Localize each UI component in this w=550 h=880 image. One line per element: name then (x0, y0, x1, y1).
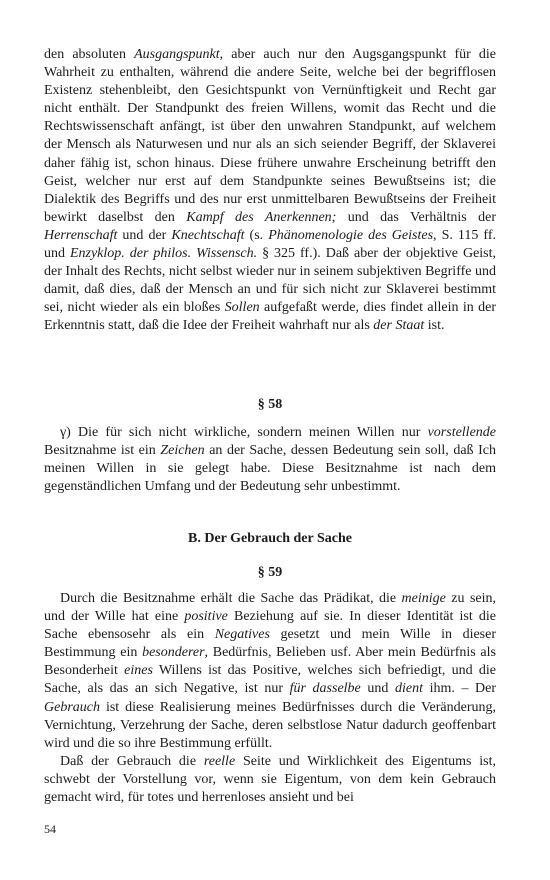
emphasis: Zeichen (160, 443, 205, 459)
section-58-paragraph (44, 424, 496, 496)
page-number: 54 (44, 822, 56, 836)
text-run: , Bedürfnis, Belieben usf. Aber mein Bedürfnis als Besonderheit (44, 645, 496, 679)
emphasis: der Staat (373, 318, 425, 334)
text-run: zu sein, und der Wille hat eine (44, 591, 496, 625)
section-59-paragraph-1 (44, 590, 496, 753)
emphasis: Kampf des Anerkennen; (186, 209, 337, 225)
emphasis: Ausgangspunkt (134, 47, 220, 62)
emphasis: Sollen (224, 300, 260, 316)
text-run: Durch die Besitznahme erhält die Sache das Prädikat, die (60, 591, 402, 606)
text-run: gesetzt und mein Wille in dieser Bestimmung ein (44, 627, 496, 661)
text-run: Besitznahme ist ein (44, 443, 161, 459)
emphasis: besonderer (142, 645, 205, 661)
emphasis: Herrenschaft (44, 227, 118, 243)
part-b-heading: B. Der Gebrauch der Sache (188, 531, 352, 546)
text-run: und das Verhältnis der (336, 209, 496, 225)
emphasis: meinige (401, 591, 446, 606)
emphasis: für dasselbe (289, 681, 361, 697)
section-58-heading: § 58 (257, 397, 283, 412)
emphasis: Gebrauch (44, 699, 100, 715)
text-run: , S. 115 ff. und (44, 227, 496, 262)
emphasis: positive (184, 609, 228, 625)
text-run: an der Sache, dessen Bedeutung sein soll, daß Ich meinen Willen in sie gelegt habe. Diese Besitznahme ist nach dem gegenständlichen Umfang und der Bedeutung sehr unbestimmt. (44, 443, 496, 495)
text-run: § 325 ff.). Daß aber der objektive Geist, der Inhalt des Rechts, nicht selbst wieder nur in seinem subjektiven Begriffe und damit, daß dies, daß der Mensch an und für sich nicht zur Sklaverei bestimmt sei, nicht wieder als ein bloßes (44, 246, 497, 316)
text-run: ihm. – Der (422, 681, 497, 697)
section-59-paragraph-2 (44, 753, 496, 807)
section-59-text (44, 590, 496, 807)
emphasis: Negatives (214, 627, 270, 643)
text-run: γ) Die für sich nicht wirkliche, sondern meinen Willen nur (60, 425, 428, 440)
text-run: den absoluten (44, 47, 135, 62)
emphasis: eines (124, 663, 153, 679)
emphasis: Knechtschaft (171, 227, 245, 243)
text-run: und der (117, 227, 172, 243)
text-run: , aber auch nur den Augsgangspunkt für die Wahrheit zu enthalten, während die andere Seite, welche bei der begrifflosen Existenz stehenbleibt, den Gesichtspunkt von Vernünftigkeit und Recht gar nicht enthält. Der Standpunkt des freien Willens, womit das Recht und die Rechtswissenschaft anfängt, ist über den unwahren Standpunkt, auf welchem der Mensch als Naturwesen und nur als an sich seiender Begriff, der Sklaverei daher fähig ist, schon hinaus. Diese frühere unwahre Erscheinung betrifft den Geist, welcher nur erst auf dem Standpunkte seines Bewußtseins ist; die Dialektik des Begriffs und des nur erst unmittelbaren Bewußtseins der Freiheit bewirkt daselbst den (44, 47, 496, 225)
emphasis: vorstellende (427, 425, 496, 440)
emphasis: reelle (203, 753, 236, 769)
text-run: ist. (424, 318, 445, 334)
text-run: Willens ist das Positive, welches sich befriedigt, und die Sache, als das an sich Negative, ist nur (44, 663, 497, 697)
emphasis: dient (394, 681, 423, 697)
text-run: und (360, 681, 395, 697)
text-run: (s. (244, 227, 269, 243)
text-run: aufgefaßt werde, dies findet allein in der Erkenntnis statt, daß die Idee der Freiheit wahrhaft nur als (44, 300, 497, 334)
emphasis: Enzyklop. der philos. Wissensch. (69, 246, 258, 262)
text-run: Beziehung auf sie. In dieser Identität ist die Sache ebensosehr als ein (44, 609, 496, 643)
text-run: Daß der Gebrauch die (60, 753, 204, 769)
continued-remark-paragraph (44, 46, 496, 336)
text-run: ist diese Realisierung meines Bedürfnisses durch die Veränderung, Vernichtung, Verzehrung der Sache, deren selbstlose Natur dadurch geoffenbart wird und die so ihre Bestimmung erfüllt. (44, 699, 496, 751)
text-run: Seite und Wirklichkeit des Eigentums ist, schwebt der Vorstellung vor, wenn sie Eigentum, von dem kein Gebrauch gemacht wird, für totes und herrenloses ansieht und bei (44, 753, 496, 806)
section-59-heading: § 59 (257, 565, 283, 580)
emphasis: Phänomenologie des Geistes (268, 227, 434, 243)
